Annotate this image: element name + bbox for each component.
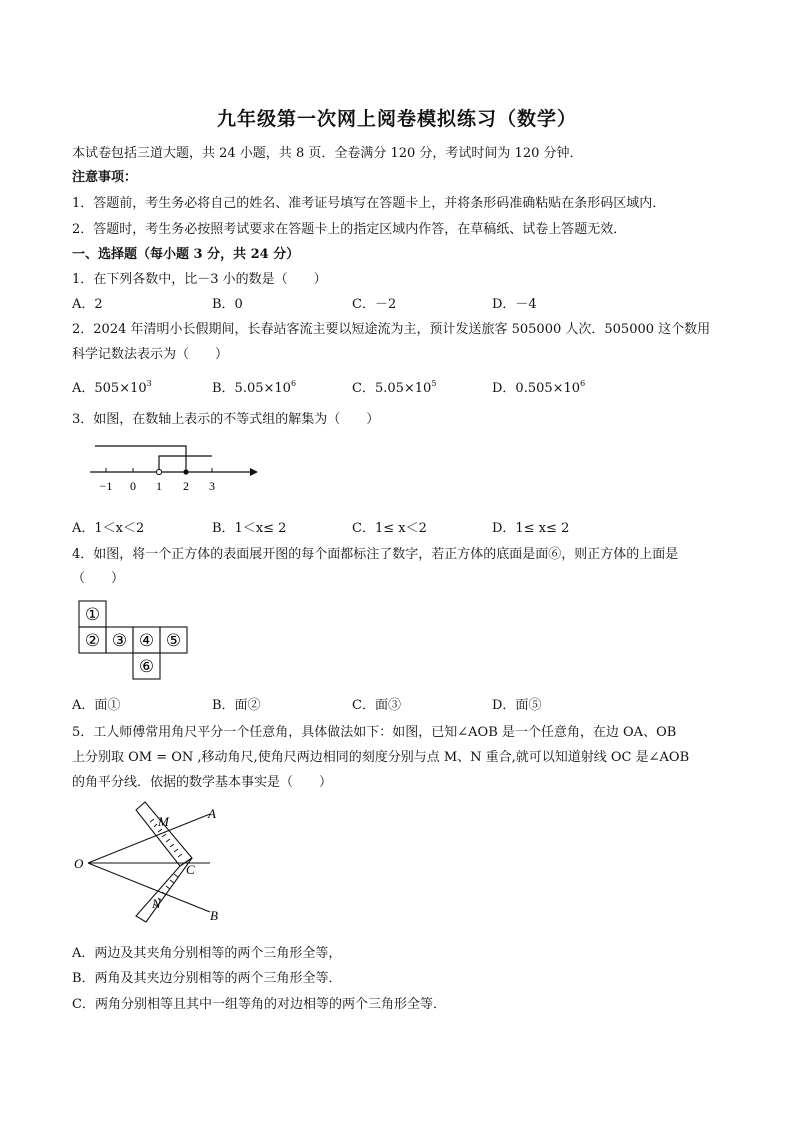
point-c-label: C [186,862,195,877]
exam-intro: 本试卷包括三道大题，共 24 小题，共 8 页．全卷满分 120 分，考试时间为 120 分钟． [72,146,583,161]
exam-title: 九年级第一次网上阅卷模拟练习（数学） [216,108,577,130]
notice-item-1: 1．答题前，考生务必将自己的姓名、准考证号填写在答题卡上，并将条形码准确粘贴在条形码区域内． [72,196,666,211]
q1-option-b: B．0 [212,297,243,312]
q3-option-b: B．1＜x≤ 2 [212,521,287,536]
notice-item-2: 2．答题时，考生务必按照考试要求在答题卡上的指定区域内作答，在草稿纸、试卷上答题无效． [72,222,627,237]
section-heading: 一、选择题（每小题 3 分，共 24 分） [72,247,300,262]
q1-option-a: A．2 [72,297,103,312]
angle-bisector-figure [70,798,230,926]
q2-option-b: B．$5.05\times 10^6$ [212,379,297,396]
notice-heading: 注意事项： [72,170,138,185]
number-line-figure [85,438,260,494]
q5-option-b: B．两角及其夹边分别相等的两个三角形全等． [72,971,342,986]
q2-option-c: C．$5.05\times 10^5$ [352,379,437,396]
q4-option-a: A．面① [72,698,121,713]
q1-option-d: D．－4 [492,297,537,312]
cube-face-2: ② [84,631,101,650]
point-b-label: B [210,908,218,923]
tick-label: 3 [209,479,215,493]
q5-option-c: C．两角分别相等且其中一组等角的对边相等的两个三角形全等． [72,997,446,1012]
q4-stem-line2: （ ） [72,571,125,586]
q2-option-d: D．$0.505\times 10^6$ [492,379,586,396]
q3-stem: 3．如图，在数轴上表示的不等式组的解集为（ ） [72,412,380,427]
q4-option-c: C．面③ [352,698,401,713]
tick-label: 1 [156,479,162,493]
q5-stem-line1: 5．工人师傅常用角尺平分一个任意角，具体做法如下：如图，已知∠AOB 是一个任意角，在边 OA、OB [72,725,677,740]
point-a-label: A [208,806,216,821]
q1-option-c: C．－2 [352,297,397,312]
tick-label: 0 [130,479,136,493]
cube-face-1: ① [84,605,101,624]
q3-option-a: A．1＜x＜2 [72,521,145,536]
q4-option-b: B．面② [212,698,261,713]
cube-face-6: ⑥ [138,657,155,676]
q5-stem-line3: 的角平分线．依据的数学基本事实是（ ） [72,775,333,790]
point-o-label: O [74,856,84,871]
tick-label: 2 [183,479,189,493]
q1-stem: 1．在下列各数中，比－3 小的数是（ ） [72,272,327,287]
cube-face-4: ④ [138,631,155,650]
q4-stem-line1: 4．如图，将一个正方体的表面展开图的每个面都标注了数字，若正方体的底面是面⑥，则正方体的上面是 [72,547,679,562]
cube-net-figure [78,600,190,682]
q3-option-c: C．1≤ x＜2 [352,521,427,536]
q2-stem-line2: 科学记数法表示为（ ） [72,347,229,362]
point-n-label: N [152,896,161,911]
cube-face-5: ⑤ [165,631,182,650]
q4-option-d: D．面⑤ [492,698,542,713]
q3-option-d: D．1≤ x≤ 2 [492,521,570,536]
q2-option-a: A．$505\times 10^3$ [72,379,152,396]
cube-face-3: ③ [111,631,128,650]
point-m-label: M [158,814,169,829]
q2-stem-line1: 2．2024 年清明小长假期间，长春站客流主要以短途流为主，预计发送旅客 505000 人次．505000 这个数用 [72,322,711,337]
tick-label: −1 [99,479,113,493]
q5-stem-line2: 上分别取 OM = ON ,移动角尺,使角尺两边相同的刻度分别与点 M、N 重合,就可以知道射线 OC 是∠AOB [72,750,690,765]
q5-option-a: A．两边及其夹角分别相等的两个三角形全等， [72,946,342,961]
